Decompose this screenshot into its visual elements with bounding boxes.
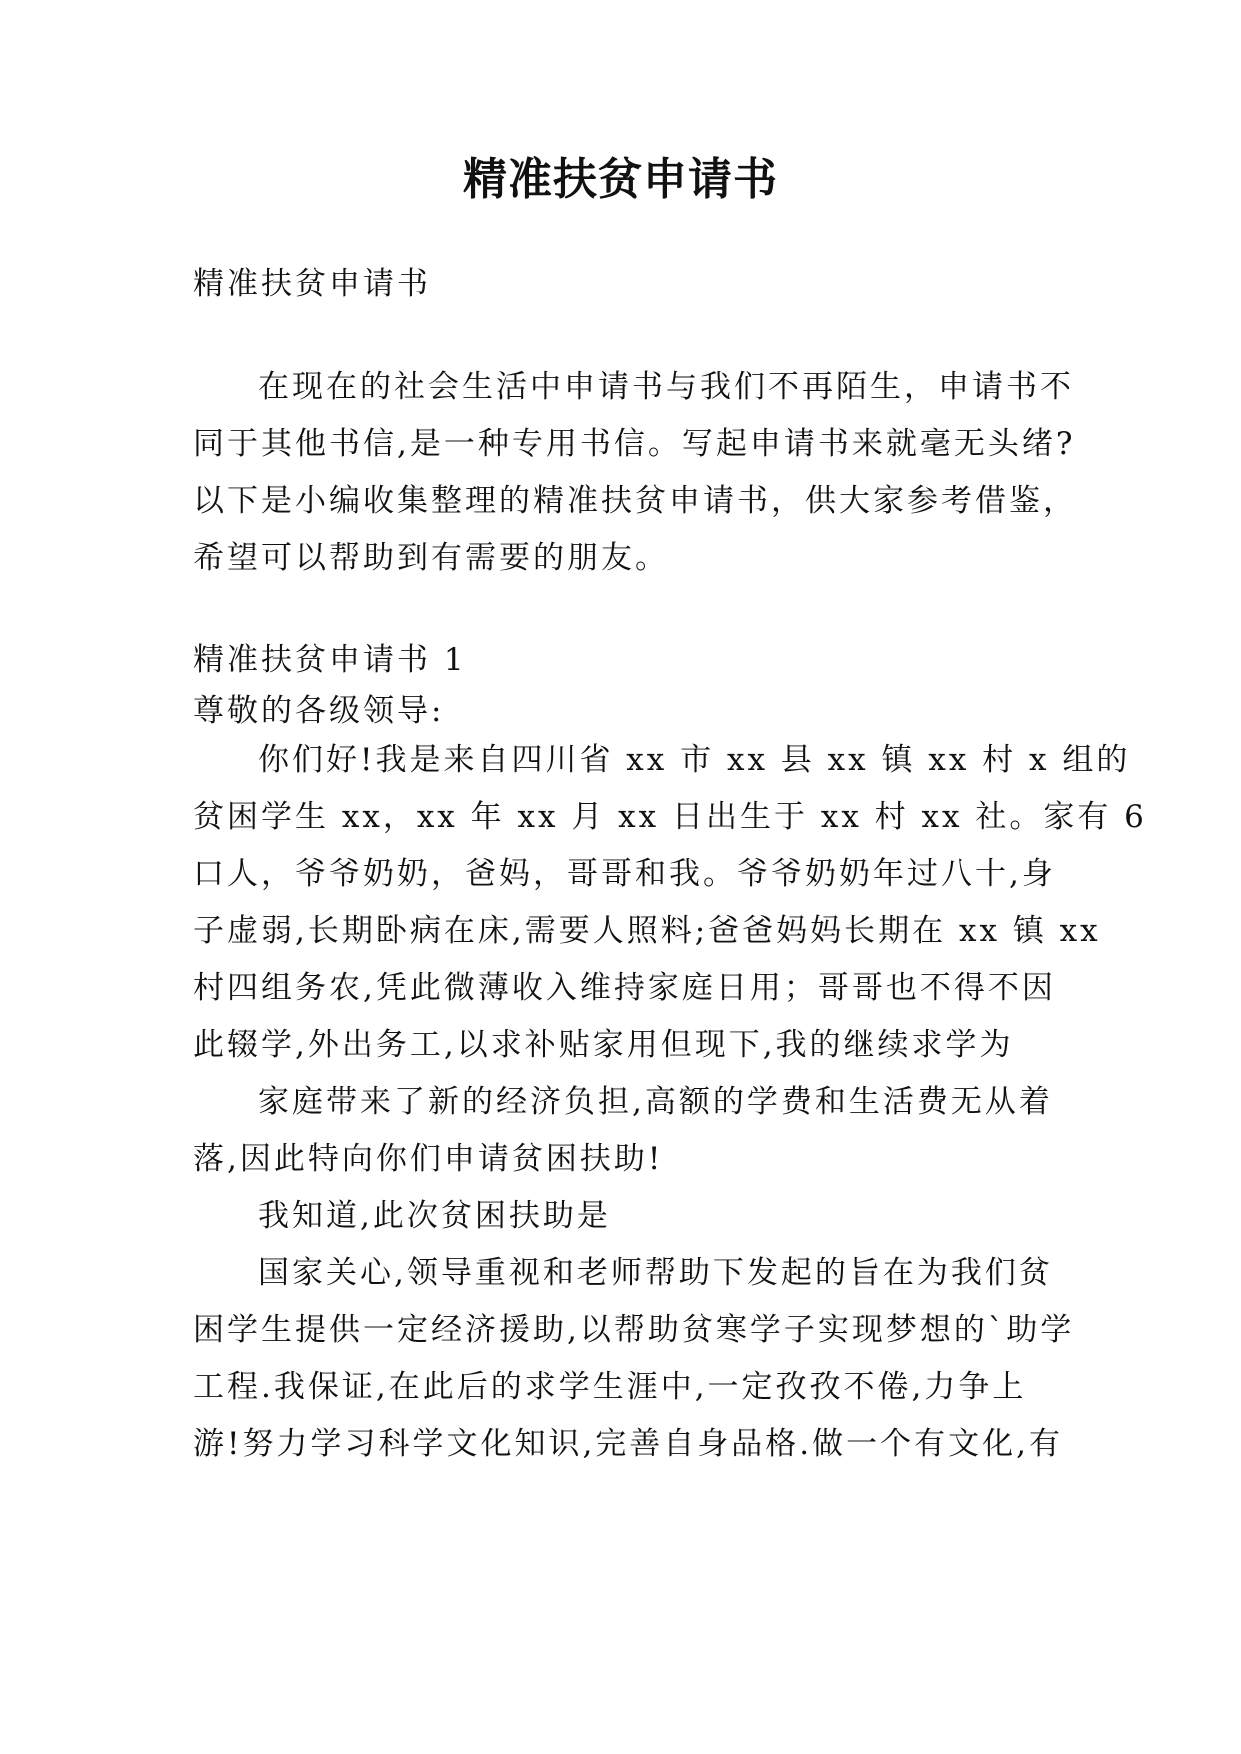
- body-line-8: 落,因此特向你们申请贫困扶助!: [193, 1141, 664, 1177]
- salutation: 尊敬的各级领导:: [193, 693, 445, 729]
- body-line-1: 你们好!我是来自四川省 xx 市 xx 县 xx 镇 xx 村 x 组的: [258, 742, 1131, 778]
- page-title: 精准扶贫申请书: [463, 154, 778, 205]
- body-line-3: 口人，爷爷奶奶，爸妈，哥哥和我。爷爷奶奶年过八十,身: [193, 856, 1056, 892]
- body-line-9: 我知道,此次贫困扶助是: [258, 1198, 611, 1234]
- document-subtitle: 精准扶贫申请书: [193, 266, 431, 302]
- section-heading: 精准扶贫申请书 1: [193, 642, 467, 678]
- intro-line-4: 希望可以帮助到有需要的朋友。: [193, 540, 669, 576]
- body-line-11: 困学生提供一定经济援助,以帮助贫寒学子实现梦想的`助学: [193, 1312, 1075, 1348]
- body-line-12: 工程.我保证,在此后的求学生涯中,一定孜孜不倦,力争上: [193, 1369, 1027, 1405]
- body-line-6: 此辍学,外出务工,以求补贴家用但现下,我的继续求学为: [193, 1027, 1014, 1063]
- intro-line-3: 以下是小编收集整理的精准扶贫申请书，供大家参考借鉴，: [193, 483, 1077, 519]
- body-line-4: 子虚弱,长期卧病在床,需要人照料;爸爸妈妈长期在 xx 镇 xx: [193, 913, 1101, 949]
- intro-line-1: 在现在的社会生活中申请书与我们不再陌生，申请书不: [258, 369, 1074, 405]
- body-line-10: 国家关心,领导重视和老师帮助下发起的旨在为我们贫: [258, 1255, 1053, 1291]
- body-line-5: 村四组务农,凭此微薄收入维持家庭日用；哥哥也不得不因: [193, 970, 1056, 1006]
- intro-line-2: 同于其他书信,是一种专用书信。写起申请书来就毫无头绪?: [193, 426, 1076, 462]
- body-line-2: 贫困学生 xx，xx 年 xx 月 xx 日出生于 xx 村 xx 社。家有 6: [193, 799, 1147, 835]
- body-line-13: 游!努力学习科学文化知识,完善自身品格.做一个有文化,有: [193, 1426, 1064, 1462]
- body-line-7: 家庭带来了新的经济负担,高额的学费和生活费无从着: [258, 1084, 1053, 1120]
